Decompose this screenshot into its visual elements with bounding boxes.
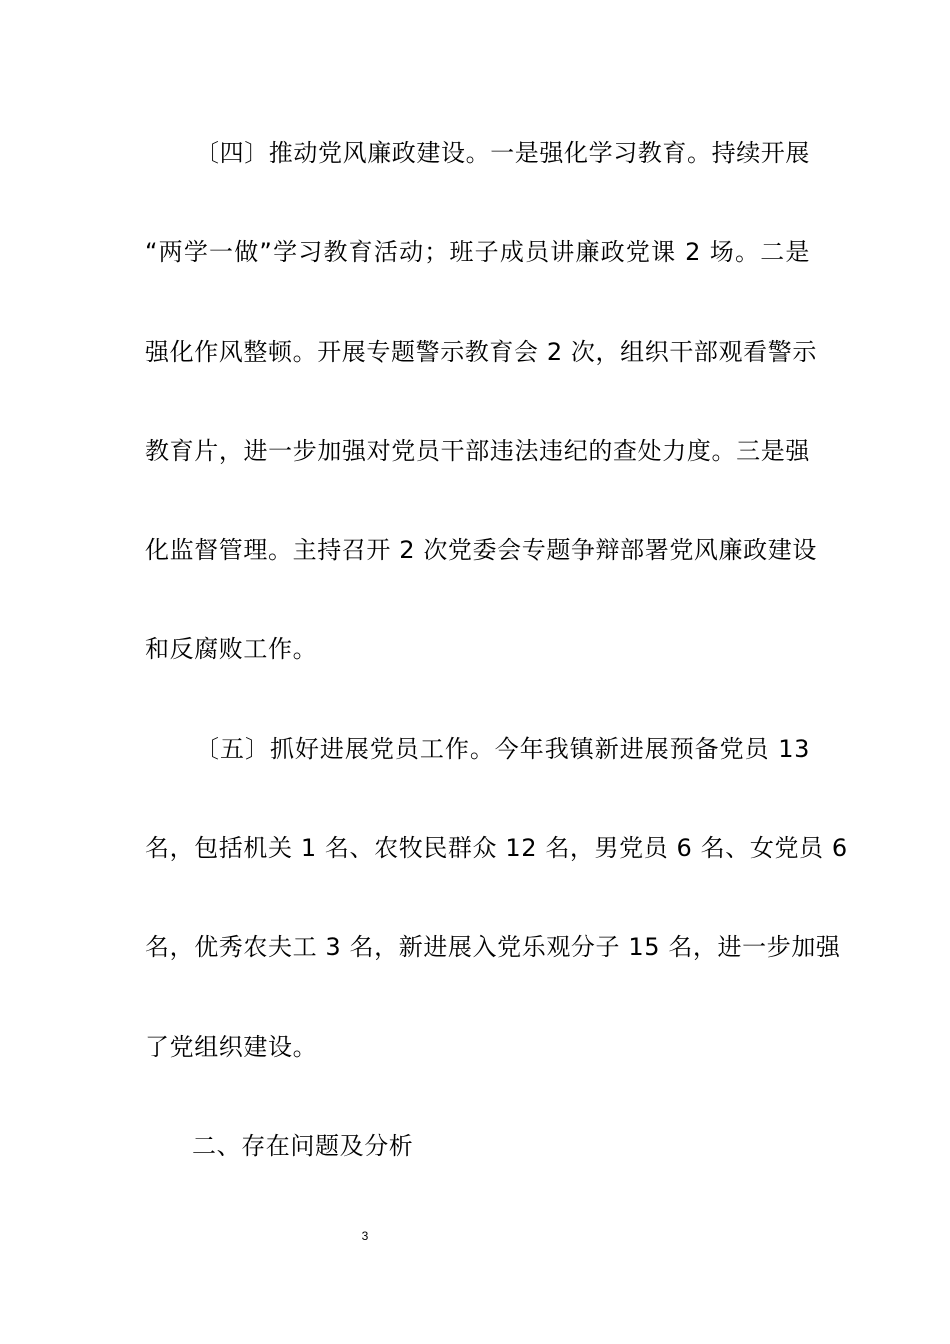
paragraph-4-line-5: 化监督管理。主持召开 2 次党委会专题争辩部署党风廉政建设 bbox=[145, 536, 817, 564]
paragraph-5-line-3: 名，优秀农夫工 3 名，新进展入党乐观分子 15 名，进一步加强 bbox=[145, 933, 841, 961]
paragraph-5-line-2: 名，包括机关 1 名、农牧民群众 12 名，男党员 6 名、女党员 6 bbox=[145, 834, 848, 862]
paragraph-4-line-3: 强化作风整顿。开展专题警示教育会 2 次，组织干部观看警示 bbox=[145, 338, 817, 366]
paragraph-4-line-1: 〔四〕推动党风廉政建设。一是强化学习教育。持续开展 bbox=[195, 139, 810, 167]
paragraph-4-line-4: 教育片，进一步加强对党员干部违法违纪的查处力度。三是强 bbox=[145, 437, 810, 465]
page-number: 3 bbox=[361, 1229, 369, 1243]
paragraph-4-line-6: 和反腐败工作。 bbox=[145, 635, 318, 663]
section-heading: 二、存在问题及分析 bbox=[192, 1132, 414, 1160]
paragraph-4-line-2: “两学一做”学习教育活动；班子成员讲廉政党课 2 场。二是 bbox=[145, 238, 810, 266]
paragraph-5-line-4: 了党组织建设。 bbox=[145, 1033, 318, 1061]
paragraph-5-line-1: 〔五〕抓好进展党员工作。今年我镇新进展预备党员 13 bbox=[195, 735, 810, 763]
